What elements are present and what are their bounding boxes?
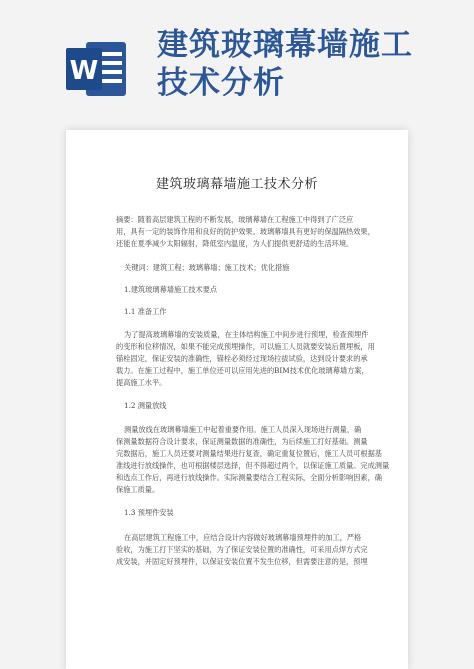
subsection-heading: 1.1 准备工作 xyxy=(124,307,167,316)
body-line: 保测量数据符合设计要求，保证测量数据的准确性，为后续施工打好基础。测量 xyxy=(116,437,368,446)
body-line: 用，具有一定的装饰作用和良好的防护效果。玻璃幕墙具有更好的保温隔热效果， xyxy=(116,227,375,236)
header-banner xyxy=(0,0,474,112)
title-line-1: 建筑玻璃幕墙施工 xyxy=(157,27,413,63)
body-line: 成安装，并固定好预埋件，以保证安装位置不发生位移，但需要注意的是，预埋 xyxy=(116,557,368,566)
svg-text:W: W xyxy=(69,56,99,86)
section-heading: 1.建筑玻璃幕墙施工技术要点 xyxy=(124,285,218,294)
document-title-banner xyxy=(157,26,457,102)
body-line: 为了提高玻璃幕墙的安装质量，在主体结构施工中间步进行预埋，检查预埋件 xyxy=(124,330,369,339)
subsection-heading: 1.3 预埋件安装 xyxy=(124,508,174,517)
subsection-heading: 1.2 测量放线 xyxy=(124,401,167,410)
keywords-line: 关键词：建筑工程；玻璃幕墙；施工技术；优化措施 xyxy=(124,263,290,272)
body-line: 验收，为施工打下坚实的基础，为了保证安装位置的准确性，可采用点焊方式完 xyxy=(116,545,368,554)
word-document-icon xyxy=(66,40,128,98)
page-title: 建筑玻璃幕墙施工技术分析 xyxy=(155,177,318,192)
body-line: 锚栓固定，保证安装的准确性，锚栓必须经过现场拉拔试验，达到设计要求的承 xyxy=(116,354,368,363)
body-line: 测量放线在玻璃幕墙施工中起着重要作用。施工人员深入现场进行测量，确 xyxy=(124,425,362,434)
body-line: 载力。在施工过程中，施工单位还可以应用先进的BIM技术优化玻璃幕墙方案， xyxy=(116,366,369,375)
document-page xyxy=(66,130,408,669)
body-line: 保施工质量。 xyxy=(116,485,160,494)
body-line: 在高层建筑工程施工中，应结合设计内容做好玻璃幕墙预埋件的加工，严格 xyxy=(124,533,362,542)
page-fade xyxy=(66,643,408,669)
body-line: 准线进行放线操作，也可根据楼层选择，但不得超过两个，以保证施工质量。完成测量 xyxy=(116,461,390,470)
body-line: 摘要：随着高层建筑工程的不断发展，玻璃幕墙在工程施工中得到了广泛应 xyxy=(116,215,354,224)
body-line: 完数据后，施工人员还要对测量结果进行复查，确定重复位置后，施工人员可根据基 xyxy=(116,449,382,458)
body-line: 提高施工水平。 xyxy=(116,378,167,387)
body-line: 还能在夏季减少太阳辐射，降低室内温度，为人们提供更舒适的生活环境。 xyxy=(116,239,354,248)
body-line: 和选点工作后，再进行放线操作。实际测量要结合工程实际，全面分析影响因素，确 xyxy=(116,473,382,482)
title-line-2: 技术分析 xyxy=(157,65,285,101)
body-line: 的变形和位移情况，如果不能完成预埋操作，可以施工人员就要安装后置埋板，用 xyxy=(116,342,375,351)
